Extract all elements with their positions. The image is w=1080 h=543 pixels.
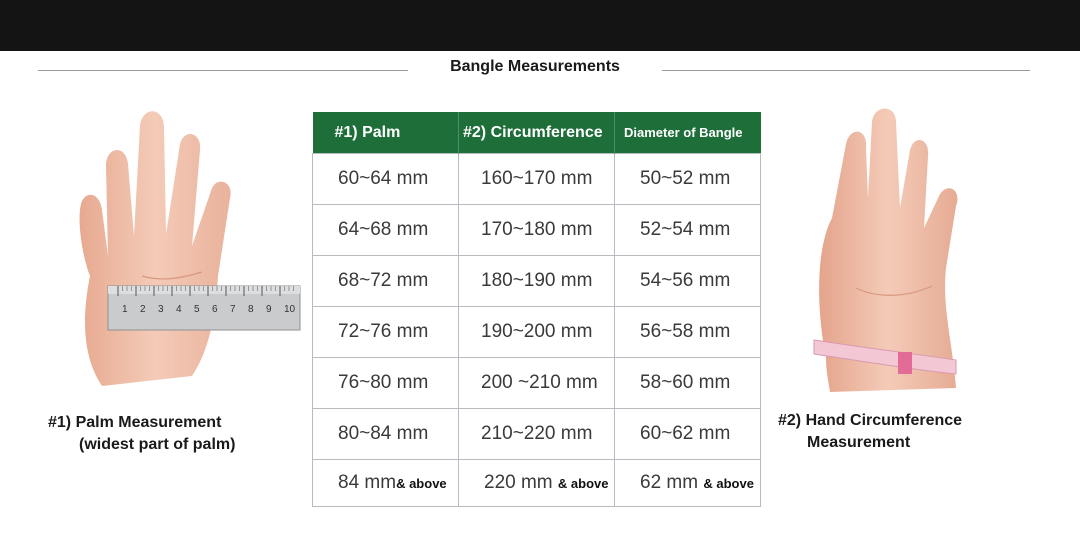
ruler-tick-label: 2 (140, 304, 146, 315)
palm-value: 84 mm (338, 472, 397, 493)
ruler-tick-label: 1 (122, 304, 128, 315)
table-row (313, 256, 761, 307)
title-rule-left (38, 70, 408, 71)
palm-cell: 64~68 mm (313, 205, 459, 256)
page-title: Bangle Measurements (450, 58, 620, 75)
table-row (313, 460, 761, 507)
circumference-caption (778, 410, 962, 454)
header-diameter: Diameter of Bangle (615, 112, 761, 154)
palm-cell: 76~80 mm (313, 358, 459, 409)
diameter-cell (615, 460, 761, 507)
ruler-tick-label: 4 (176, 304, 182, 315)
above-label: & above (703, 476, 754, 491)
palm-caption-line1: #1) Palm Measurement (48, 414, 222, 431)
palm-cell (313, 460, 459, 507)
palm-cell: 68~72 mm (313, 256, 459, 307)
circumference-cell: 190~200 mm (459, 307, 615, 358)
ruler-tick-label: 5 (194, 304, 200, 315)
circumference-cell: 160~170 mm (459, 154, 615, 205)
title-rule-right (662, 70, 1030, 71)
table-row (313, 307, 761, 358)
circumference-cell: 170~180 mm (459, 205, 615, 256)
circumference-cell: 180~190 mm (459, 256, 615, 307)
palm-caption (48, 412, 235, 456)
diameter-cell: 52~54 mm (615, 205, 761, 256)
ruler-tick-label: 9 (266, 304, 272, 315)
ruler-tick-label: 10 (284, 304, 296, 315)
circumference-caption-line1: #2) Hand Circumference (778, 412, 963, 429)
table-row (313, 358, 761, 409)
ruler-icon (108, 286, 300, 330)
ruler-tick-label: 6 (212, 304, 218, 315)
table-row (313, 205, 761, 256)
left-hand-icon (80, 111, 231, 386)
table-row (313, 154, 761, 205)
diameter-cell: 54~56 mm (615, 256, 761, 307)
circumference-value: 220 mm (484, 472, 553, 493)
ruler-tick-label: 7 (230, 304, 236, 315)
circumference-cell: 210~220 mm (459, 409, 615, 460)
diameter-cell: 58~60 mm (615, 358, 761, 409)
header-palm: #1) Palm (313, 112, 459, 154)
ruler-tick-label: 3 (158, 304, 164, 315)
header-circumference: #2) Circumference (459, 112, 615, 154)
top-banner (0, 0, 1080, 51)
table-row (313, 409, 761, 460)
palm-cell: 80~84 mm (313, 409, 459, 460)
diameter-value: 62 mm (640, 472, 699, 493)
circumference-caption-line2: Measurement (807, 434, 911, 451)
circumference-cell: 200 ~210 mm (459, 358, 615, 409)
palm-measurement-illustration (62, 106, 302, 396)
above-label: & above (396, 476, 447, 491)
bangle-size-table (312, 112, 761, 507)
palm-cell: 60~64 mm (313, 154, 459, 205)
circumference-measurement-illustration (806, 108, 976, 398)
palm-caption-line2: (widest part of palm) (79, 436, 236, 453)
ruler-tick-label: 8 (248, 304, 254, 315)
above-label: & above (557, 476, 609, 491)
circumference-cell (459, 460, 615, 507)
diameter-cell: 56~58 mm (615, 307, 761, 358)
diameter-cell: 50~52 mm (615, 154, 761, 205)
table-header-row (313, 112, 761, 154)
palm-cell: 72~76 mm (313, 307, 459, 358)
diameter-cell: 60~62 mm (615, 409, 761, 460)
